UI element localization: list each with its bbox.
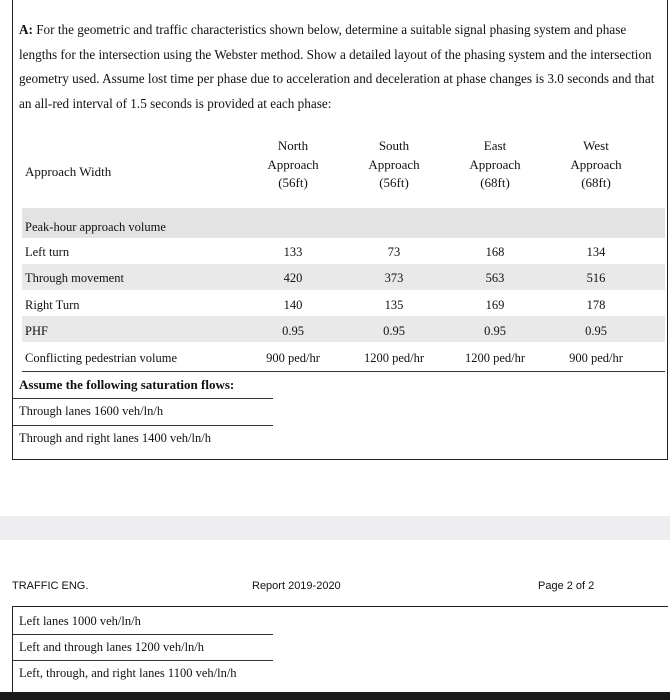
col-header-line1: East [483,138,507,153]
cell-left-west: 134 [586,245,606,259]
col-header-south [344,137,444,193]
row-label-phf: PHF [25,324,48,338]
cell-phf-south: 0.95 [383,324,405,338]
col-header-line1: North [277,138,309,153]
cell-left-north: 133 [283,245,303,259]
col-header-line1: West [583,138,609,153]
saturation-line-1: Through lanes 1600 veh/ln/h [19,404,164,418]
continued-rule-2 [13,660,273,661]
cell-right-north: 140 [283,298,303,312]
problem-statement [19,18,665,116]
section-label: Peak-hour approach volume [25,220,166,234]
page-gap [0,516,670,540]
col-header-line3: (56ft) [278,175,308,190]
cell-left-south: 73 [387,245,401,259]
cell-ped-south: 1200 ped/hr [363,351,425,365]
col-header-line3: (68ft) [480,175,510,190]
problem-text: For the geometric and traffic characteristics shown below, determine a suitable signal phasing system and phase lengths for the intersection using the Webster method. Show a detailed layout of the phasing system and the intersection geometry used. Assume lost time per phase due to acceleration and deceleration at phase changes is 3.0 seconds and that an all-red interval of 1.5 seconds is provided at each phase: [19,22,655,111]
continued-rule-1 [13,634,273,635]
cell-through-east: 563 [485,271,505,285]
cell-right-south: 135 [384,298,404,312]
cell-ped-north: 900 ped/hr [266,351,320,365]
saturation-title: Assume the following saturation flows: [19,377,235,392]
col-header-line2: Approach [570,156,622,172]
cell-right-east: 169 [485,298,505,312]
problem-label: A: [19,22,33,37]
row-label-right-turn: Right Turn [25,298,80,312]
col-header-line2: Approach [368,156,420,172]
row-label-pedestrian: Conflicting pedestrian volume [25,351,178,365]
cell-through-north: 420 [283,271,303,285]
saturation-rule-1 [13,398,273,399]
footer-center: Report 2019-2020 [252,580,341,592]
col-header-line3: (68ft) [581,175,611,190]
row-label-left-turn: Left turn [25,245,70,259]
col-header-west [546,137,646,193]
table-bottom-rule [22,371,665,372]
footer-right: Page 2 of 2 [538,580,595,592]
cell-phf-north: 0.95 [282,324,304,338]
col-header-line3: (56ft) [379,175,409,190]
cell-through-west: 516 [586,271,606,285]
cell-ped-west: 900 ped/hr [569,351,623,365]
saturation-line-2: Through and right lanes 1400 veh/ln/h [19,431,211,445]
col-header-line2: Approach [267,156,319,172]
problem-box [12,0,668,460]
approach-width-label: Approach Width [25,164,112,179]
bottom-bar [0,692,670,700]
cell-through-south: 373 [384,271,404,285]
cell-ped-east: 1200 ped/hr [464,351,526,365]
cell-phf-east: 0.95 [484,324,506,338]
col-header-east [445,137,545,193]
col-header-north [243,137,343,193]
saturation-line-5: Left, through, and right lanes 1100 veh/ln/h [19,666,237,680]
saturation-line-4: Left and through lanes 1200 veh/ln/h [19,640,205,654]
saturation-line-3: Left lanes 1000 veh/ln/h [19,614,141,628]
row-label-through: Through movement [25,271,124,285]
col-header-line2: Approach [469,156,521,172]
col-header-line1: South [378,138,410,153]
cell-left-east: 168 [485,245,505,259]
continued-box [12,606,668,700]
cell-phf-west: 0.95 [585,324,607,338]
cell-right-west: 178 [586,298,606,312]
footer-left: TRAFFIC ENG. [12,580,89,592]
saturation-rule-2 [13,425,273,426]
